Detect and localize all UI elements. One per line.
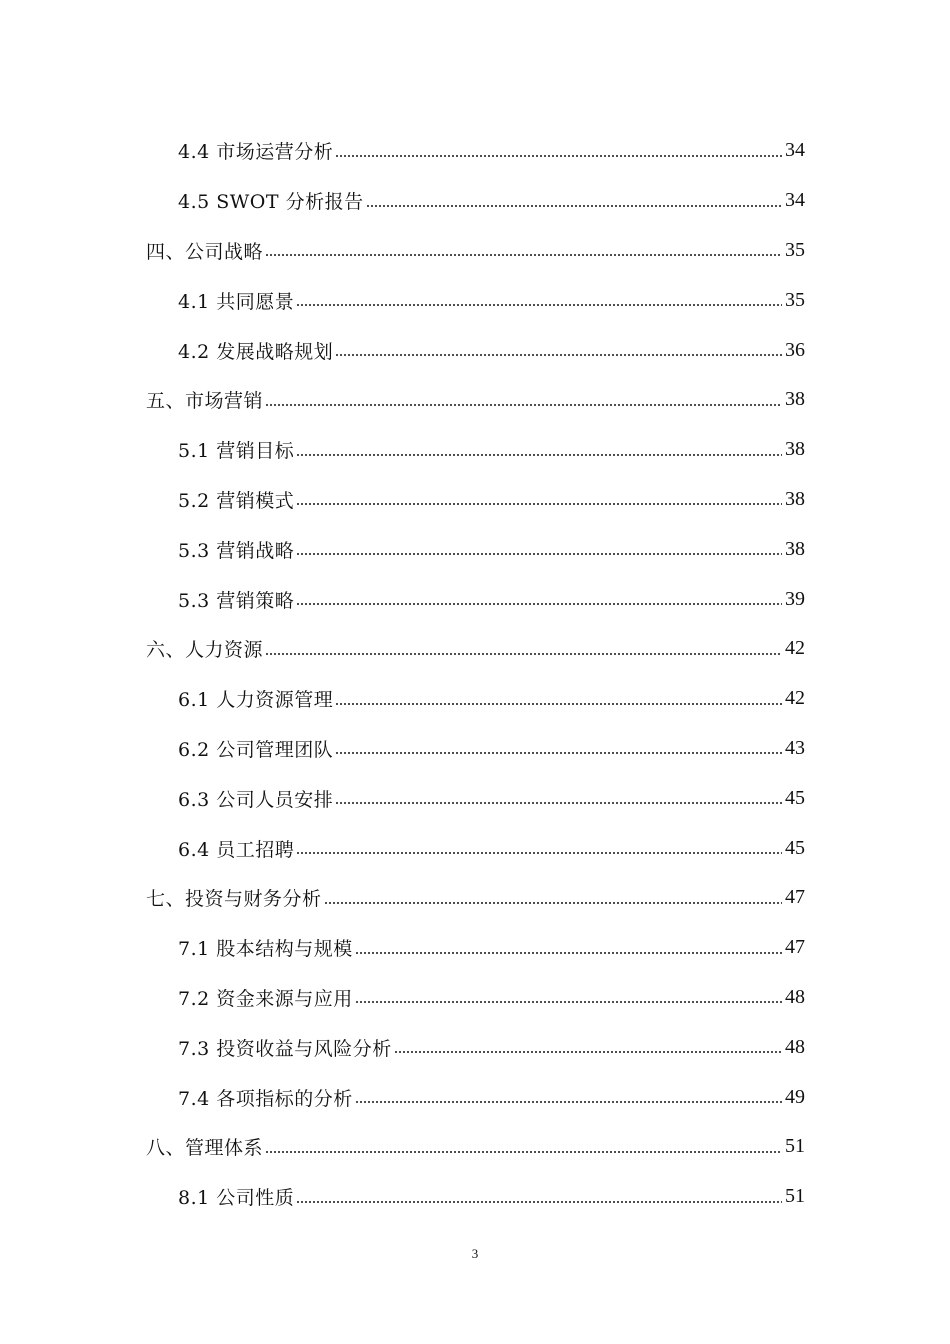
toc-entry[interactable] bbox=[0, 176, 950, 226]
toc-entry-title: 八、管理体系 bbox=[146, 1137, 264, 1160]
toc-dot-leader bbox=[265, 403, 782, 407]
toc-entry-title: 8.1 公司性质 bbox=[178, 1187, 295, 1210]
toc-entry-page: 47 bbox=[785, 936, 805, 959]
toc-entry-title: 5.3 营销策略 bbox=[178, 589, 295, 612]
toc-entry-title: 4.4 市场运营分析 bbox=[178, 141, 334, 164]
toc-dot-leader bbox=[335, 154, 782, 158]
toc-entry-page: 39 bbox=[785, 587, 805, 610]
toc-entry-title: 6.1 人力资源管理 bbox=[178, 689, 334, 712]
toc-entry-title: 6.2 公司管理团队 bbox=[178, 738, 334, 761]
toc-dot-leader bbox=[324, 901, 782, 905]
toc-entry[interactable] bbox=[0, 475, 950, 525]
toc-entry-title: 5.1 营销目标 bbox=[178, 440, 295, 463]
toc-entry[interactable] bbox=[0, 325, 950, 375]
toc-entry-page: 38 bbox=[785, 438, 805, 461]
toc-entry-page: 48 bbox=[785, 1035, 805, 1058]
toc-dot-leader bbox=[265, 253, 782, 257]
toc-dot-leader bbox=[335, 801, 782, 805]
page-number: 3 bbox=[471, 1246, 479, 1261]
toc-dot-leader bbox=[366, 204, 782, 208]
toc-entry[interactable] bbox=[0, 574, 950, 624]
toc-entry-page: 34 bbox=[785, 139, 805, 162]
toc-dot-leader bbox=[296, 502, 782, 506]
toc-dot-leader bbox=[265, 652, 782, 656]
toc-entry-title: 7.2 资金来源与应用 bbox=[178, 987, 353, 1010]
toc-dot-leader bbox=[335, 353, 782, 357]
toc-chapter-entry[interactable] bbox=[0, 226, 950, 276]
toc-chapter-entry[interactable] bbox=[0, 375, 950, 425]
toc-entry[interactable] bbox=[0, 973, 950, 1023]
toc-entry-page: 48 bbox=[785, 985, 805, 1008]
toc-entry-page: 35 bbox=[785, 238, 805, 261]
toc-entry-page: 35 bbox=[785, 288, 805, 311]
toc-entry-title: 七、投资与财务分析 bbox=[146, 888, 322, 911]
toc-chapter-entry[interactable] bbox=[0, 873, 950, 923]
toc-dot-leader bbox=[296, 602, 782, 606]
toc-entry-title: 4.5 SWOT 分析报告 bbox=[178, 191, 364, 214]
toc-entry-page: 49 bbox=[785, 1085, 805, 1108]
toc-dot-leader bbox=[394, 1050, 782, 1054]
toc-entry-page: 51 bbox=[785, 1135, 805, 1158]
toc-entry-title: 四、公司战略 bbox=[146, 240, 264, 263]
toc-entry-title: 五、市场营销 bbox=[146, 390, 264, 413]
toc-dot-leader bbox=[296, 1200, 782, 1204]
toc-dot-leader bbox=[355, 1100, 782, 1104]
toc-entry-title: 7.3 投资收益与风险分析 bbox=[178, 1037, 392, 1060]
toc-dot-leader bbox=[335, 751, 782, 755]
toc-entry-page: 36 bbox=[785, 338, 805, 361]
toc-entry[interactable] bbox=[0, 773, 950, 823]
toc-entry[interactable] bbox=[0, 1072, 950, 1122]
toc-entry[interactable] bbox=[0, 1022, 950, 1072]
toc-dot-leader bbox=[296, 552, 782, 556]
toc-entry-title: 5.3 营销战略 bbox=[178, 539, 295, 562]
toc-entry[interactable] bbox=[0, 724, 950, 774]
toc-entry-page: 38 bbox=[785, 388, 805, 411]
toc-dot-leader bbox=[296, 453, 782, 457]
toc-entry[interactable] bbox=[0, 126, 950, 176]
toc-dot-leader bbox=[355, 951, 782, 955]
toc-entry[interactable] bbox=[0, 425, 950, 475]
toc-dot-leader bbox=[296, 303, 782, 307]
toc-entry-page: 42 bbox=[785, 637, 805, 660]
toc-entry[interactable] bbox=[0, 1172, 950, 1222]
toc-entry-page: 45 bbox=[785, 836, 805, 859]
toc-entry-page: 47 bbox=[785, 886, 805, 909]
toc-entry-title: 4.1 共同愿景 bbox=[178, 290, 295, 313]
toc-entry-page: 38 bbox=[785, 487, 805, 510]
toc-dot-leader bbox=[265, 1150, 782, 1154]
toc-entry-page: 38 bbox=[785, 537, 805, 560]
toc-entry[interactable] bbox=[0, 823, 950, 873]
toc-entry-title: 4.2 发展战略规划 bbox=[178, 340, 334, 363]
table-of-contents bbox=[0, 126, 950, 1222]
toc-chapter-entry[interactable] bbox=[0, 1122, 950, 1172]
toc-entry-page: 45 bbox=[785, 786, 805, 809]
toc-entry-title: 7.1 股本结构与规模 bbox=[178, 938, 353, 961]
toc-entry-title: 7.4 各项指标的分析 bbox=[178, 1087, 353, 1110]
toc-entry[interactable] bbox=[0, 674, 950, 724]
toc-entry-title: 5.2 营销模式 bbox=[178, 489, 295, 512]
toc-entry[interactable] bbox=[0, 275, 950, 325]
toc-entry-page: 42 bbox=[785, 687, 805, 710]
toc-dot-leader bbox=[296, 851, 782, 855]
toc-entry-title: 6.4 员工招聘 bbox=[178, 838, 295, 861]
toc-chapter-entry[interactable] bbox=[0, 624, 950, 674]
toc-entry-page: 51 bbox=[785, 1185, 805, 1208]
toc-entry-title: 六、人力资源 bbox=[146, 639, 264, 662]
toc-entry[interactable] bbox=[0, 923, 950, 973]
toc-entry-title: 6.3 公司人员安排 bbox=[178, 788, 334, 811]
toc-entry[interactable] bbox=[0, 524, 950, 574]
toc-entry-page: 34 bbox=[785, 189, 805, 212]
toc-entry-page: 43 bbox=[785, 736, 805, 759]
toc-dot-leader bbox=[355, 1000, 782, 1004]
toc-dot-leader bbox=[335, 702, 782, 706]
